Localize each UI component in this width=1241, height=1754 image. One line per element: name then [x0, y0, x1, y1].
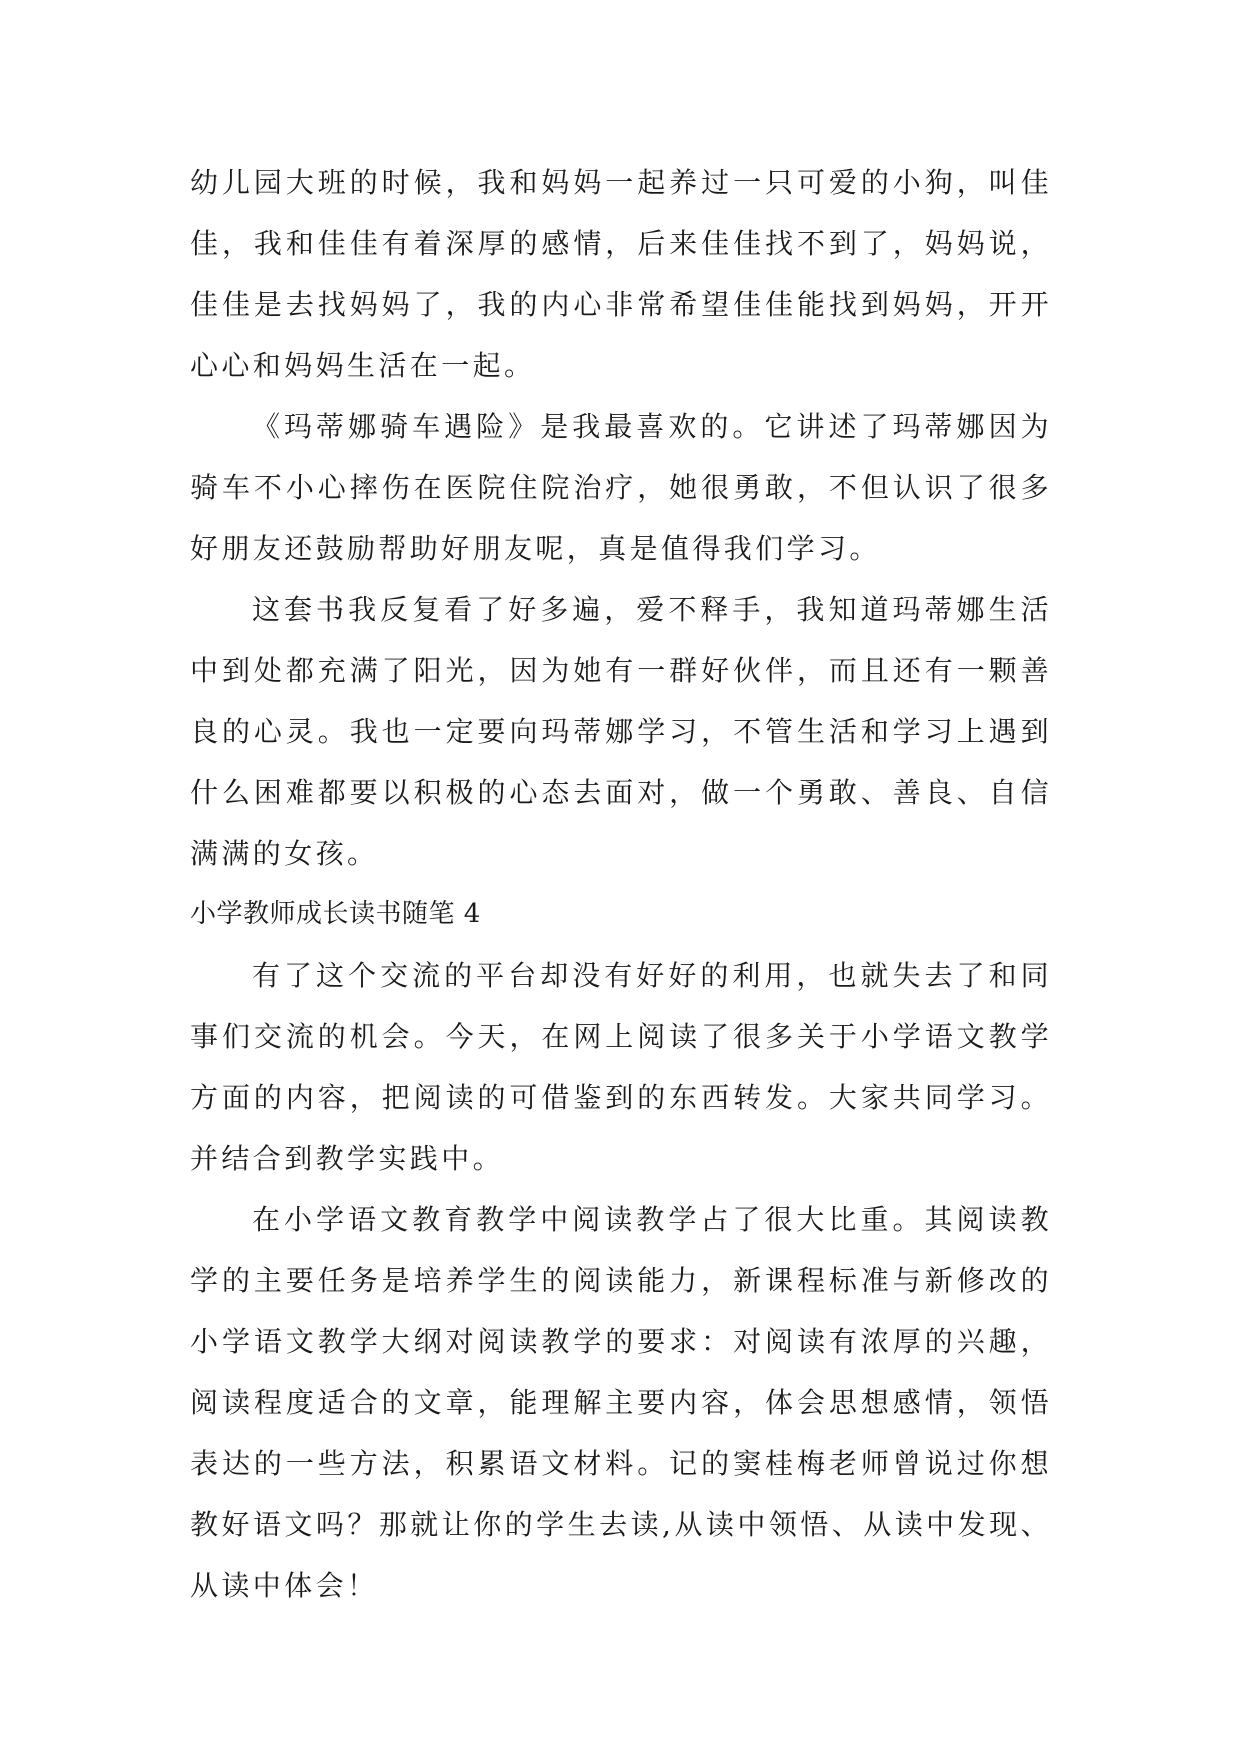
section-heading: 小学教师成长读书随笔 4 [190, 899, 481, 929]
paragraph-reading-teaching: 在小学语文教育教学中阅读教学占了很大比重。其阅读教学的主要任务是培养学生的阅读能力，新课程标准与新修改的小学语文教学大纲对阅读教学的要求：对阅读有浓厚的兴趣，阅读程度适合的文章，能理解主要内容，体会思想感情，领悟表达的一些方法，积累语文材料。记的窦桂梅老师曾说过你想教好语文吗？那就让你的学生去读,从读中领悟、从读中发现、从读中体会！ [190, 1203, 1052, 1602]
document-body [190, 152, 1052, 1616]
paragraph-puppy-story: 幼儿园大班的时候，我和妈妈一起养过一只可爱的小狗，叫佳佳，我和佳佳有着深厚的感情，后来佳佳找不到了，妈妈说，佳佳是去找妈妈了，我的内心非常希望佳佳能找到妈妈，开开心心和妈妈生活在一起。 [190, 166, 1052, 382]
paragraph-martina-book: 《玛蒂娜骑车遇险》是我最喜欢的。它讲述了玛蒂娜因为骑车不小心摔伤在医院住院治疗，她很勇敢，不但认识了很多好朋友还鼓励帮助好朋友呢，真是值得我们学习。 [190, 410, 1052, 565]
paragraph-exchange-platform: 有了这个交流的平台却没有好好的利用，也就失去了和同事们交流的机会。今天，在网上阅读了很多关于小学语文教学方面的内容，把阅读的可借鉴到的东西转发。大家共同学习。并结合到教学实践中。 [190, 959, 1052, 1175]
paragraph-reading-reflection: 这套书我反复看了好多遍，爱不释手，我知道玛蒂娜生活中到处都充满了阳光，因为她有一群好伙伴，而且还有一颗善良的心灵。我也一定要向玛蒂娜学习，不管生活和学习上遇到什么困难都要以积极的心态去面对，做一个勇敢、善良、自信满满的女孩。 [190, 593, 1052, 870]
